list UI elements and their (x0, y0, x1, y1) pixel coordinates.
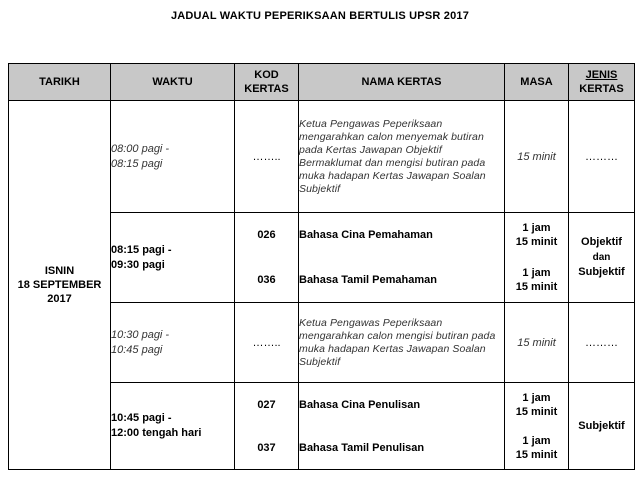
tarikh-cell (9, 101, 111, 470)
kod-b: 036 (257, 273, 276, 286)
masa-b (516, 434, 558, 462)
masa-a-line2: 15 minit (515, 236, 558, 249)
header-kod-line1: KOD (254, 69, 279, 81)
masa-cell: 15 minit (505, 101, 569, 213)
exam-timetable (8, 63, 635, 470)
waktu-start: 10:30 pagi - (111, 328, 170, 341)
masa-a (516, 221, 558, 249)
kod-cell (235, 213, 299, 303)
masa-cell (505, 213, 569, 303)
tarikh-day: ISNIN (44, 265, 75, 277)
tarikh-date: 18 SEPTEMBER (17, 279, 102, 291)
waktu-start: 08:00 pagi - (111, 142, 170, 155)
jenis-cell: ……… (569, 101, 635, 213)
nama-kertas-cell: Ketua Pengawas Peperiksaan mengarahkan calon menyemak butiran pada Kertas Jawapan Objektif Bermaklumat dan mengisi butiran pada muka hadapan Kertas Jawapan Soalan Subjektif (299, 101, 505, 213)
kod-cell: …….. (235, 303, 299, 383)
kod-a: 027 (257, 398, 276, 411)
waktu-end: 10:45 pagi (111, 343, 163, 356)
jenis-cell: ……… (569, 303, 635, 383)
nama-a: Bahasa Cina Penulisan (299, 398, 421, 411)
masa-b-line1: 1 jam (522, 266, 551, 279)
waktu-start: 08:15 pagi - (111, 243, 172, 256)
header-row (9, 64, 635, 101)
masa-a (516, 391, 558, 419)
nama-a: Bahasa Cina Pemahaman (299, 229, 433, 242)
nama-b: Bahasa Tamil Penulisan (299, 441, 425, 454)
header-jenis-kertas (569, 64, 635, 101)
kod-b: 037 (257, 441, 276, 454)
waktu-cell (111, 383, 235, 470)
header-waktu: WAKTU (111, 64, 235, 101)
masa-a-line1: 1 jam (522, 391, 551, 404)
page-title: JADUAL WAKTU PEPERIKSAAN BERTULIS UPSR 2017 (170, 10, 470, 22)
header-nama-kertas: NAMA KERTAS (299, 64, 505, 101)
waktu-end: 09:30 pagi (111, 258, 165, 271)
masa-b-line1: 1 jam (522, 434, 551, 447)
kod-cell: …….. (235, 101, 299, 213)
masa-cell: 15 minit (505, 303, 569, 383)
waktu-cell (111, 303, 235, 383)
masa-cell (505, 383, 569, 470)
header-jenis-line1: JENIS (585, 69, 618, 81)
waktu-end: 08:15 pagi (111, 157, 163, 170)
nama-b: Bahasa Tamil Pemahaman (299, 273, 437, 286)
header-masa: MASA (505, 64, 569, 101)
masa-a-line1: 1 jam (522, 222, 551, 235)
masa-b-line2: 15 minit (515, 280, 558, 293)
kod-a: 026 (257, 229, 276, 242)
header-jenis-line2: KERTAS (579, 83, 624, 95)
jenis-line2: dan (592, 252, 611, 263)
header-tarikh: TARIKH (9, 64, 111, 101)
waktu-cell (111, 101, 235, 213)
table-row (9, 101, 635, 213)
jenis-line3: Subjektif (578, 266, 625, 278)
waktu-start: 10:45 pagi - (111, 412, 172, 424)
waktu-cell (111, 213, 235, 303)
tarikh-year: 2017 (47, 293, 72, 305)
kod-cell (235, 383, 299, 470)
nama-kertas-cell (299, 383, 505, 470)
masa-b-line2: 15 minit (515, 448, 558, 461)
nama-kertas-cell (299, 213, 505, 303)
waktu-end: 12:00 tengah hari (111, 427, 202, 439)
header-kod-line2: KERTAS (244, 83, 289, 95)
nama-kertas-cell: Ketua Pengawas Peperiksaan mengarahkan calon mengisi butiran pada muka hadapan Kertas Jawapan Soalan Subjektif (299, 303, 505, 383)
masa-a-line2: 15 minit (515, 405, 558, 418)
masa-b (516, 266, 558, 294)
jenis-line1: Objektif (581, 236, 622, 248)
jenis-cell (569, 213, 635, 303)
header-kod-kertas (235, 64, 299, 101)
jenis-cell: Subjektif (569, 383, 635, 470)
